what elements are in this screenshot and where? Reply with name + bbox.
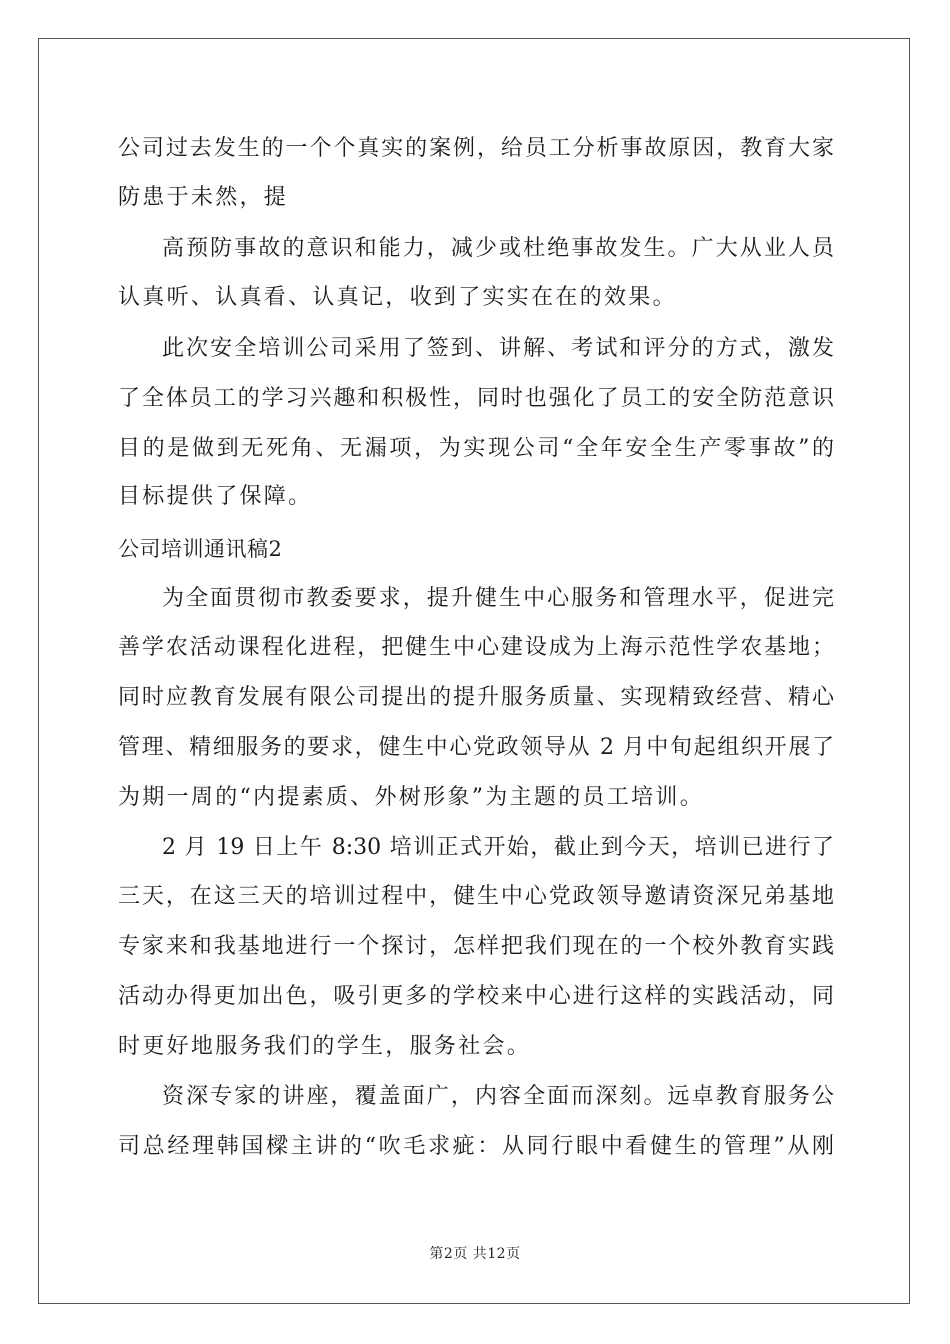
page-number: 第2页 共12页 — [429, 1246, 521, 1262]
text-line: 时更好地服务我们的学生，服务社会。 — [118, 1034, 532, 1059]
text-line: 2 月 19 日上午 8:30 培训正式开始，截止到今天，培训已进行了 — [162, 835, 834, 860]
text-line: 为全面贯彻市教委要求，提升健生中心服务和管理水平，促进完 — [162, 586, 834, 611]
text-line: 认真听、认真看、认真记，收到了实实在在的效果。 — [118, 285, 677, 310]
text-line: 司总经理韩国樑主讲的“吹毛求疵：从同行眼中看健生的管理”从刚 — [118, 1134, 834, 1159]
text-line: 活动办得更加出色，吸引更多的学校来中心进行这样的实践活动，同 — [118, 984, 834, 1009]
text-line: 善学农活动课程化进程，把健生中心建设成为上海示范性学农基地； — [118, 635, 834, 660]
text-line: 同时应教育发展有限公司提出的提升服务质量、实现精致经营、精心 — [118, 685, 834, 710]
text-line: 此次安全培训公司采用了签到、讲解、考试和评分的方式，激发 — [162, 336, 834, 361]
text-line: 目的是做到无死角、无漏项，为实现公司“全年安全生产零事故”的 — [118, 436, 834, 461]
text-line: 为期一周的“内提素质、外树形象”为主题的员工培训。 — [118, 785, 704, 810]
text-line: 管理、精细服务的要求，健生中心党政领导从 2 月中旬起组织开展了 — [118, 735, 834, 760]
text-line: 高预防事故的意识和能力，减少或杜绝事故发生。广大从业人员 — [162, 236, 834, 261]
text-line: 三天，在这三天的培训过程中，健生中心党政领导邀请资深兄弟基地 — [118, 884, 834, 909]
text-line: 了全体员工的学习兴趣和积极性，同时也强化了员工的安全防范意识 — [118, 386, 834, 411]
section-heading: 公司培训通讯稿2 — [118, 537, 283, 561]
text-line: 目标提供了保障。 — [118, 484, 313, 509]
text-line: 公司过去发生的一个个真实的案例，给员工分析事故原因，教育大家 — [118, 136, 834, 161]
text-line: 专家来和我基地进行一个探讨，怎样把我们现在的一个校外教育实践 — [118, 934, 834, 959]
page-border — [38, 38, 910, 1304]
text-line: 资深专家的讲座，覆盖面广，内容全面而深刻。远卓教育服务公 — [162, 1084, 834, 1109]
text-line: 防患于未然，提 — [118, 185, 289, 210]
